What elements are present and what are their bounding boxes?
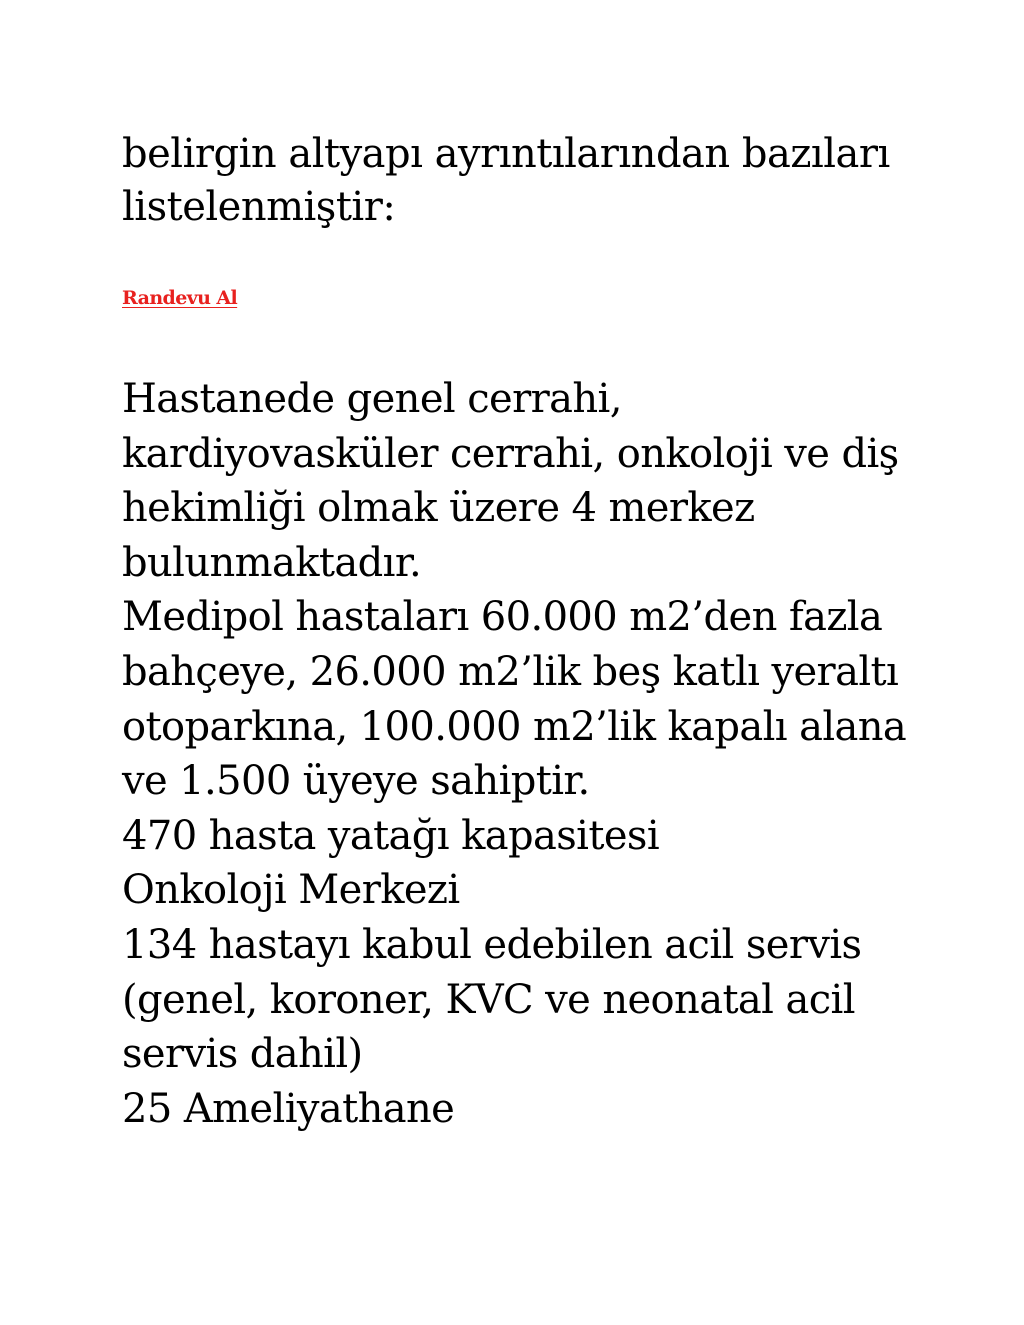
intro-paragraph	[122, 128, 890, 234]
text-line: bulunmaktadır.	[122, 539, 422, 586]
text-line: 25 Ameliyathane	[122, 1085, 455, 1132]
document-page	[122, 0, 922, 1325]
facility-details-paragraph	[122, 372, 906, 1136]
text-line: servis dahil)	[122, 1031, 363, 1078]
intro-line: belirgin altyapı ayrıntılarından bazıları	[122, 131, 890, 177]
text-line: Medipol hastaları 60.000 m2’den fazla	[122, 594, 883, 641]
text-line: (genel, koroner, KVC ve neonatal acil	[122, 976, 855, 1023]
text-line: 470 hasta yatağı kapasitesi	[122, 812, 660, 859]
randevu-al-link[interactable]: Randevu Al	[122, 287, 238, 309]
text-line: ve 1.500 üyeye sahiptir.	[122, 758, 590, 805]
text-line: bahçeye, 26.000 m2’lik beş katlı yeraltı	[122, 648, 899, 695]
text-line: Onkoloji Merkezi	[122, 867, 460, 914]
text-line: kardiyovasküler cerrahi, onkoloji ve diş	[122, 430, 899, 477]
text-line: Hastanede genel cerrahi,	[122, 376, 622, 422]
text-line: otoparkına, 100.000 m2’lik kapalı alana	[122, 703, 907, 750]
text-line: hekimliği olmak üzere 4 merkez	[122, 485, 755, 532]
text-line: 134 hastayı kabul edebilen acil servis	[122, 921, 862, 968]
intro-line: listelenmiştir:	[122, 184, 396, 230]
